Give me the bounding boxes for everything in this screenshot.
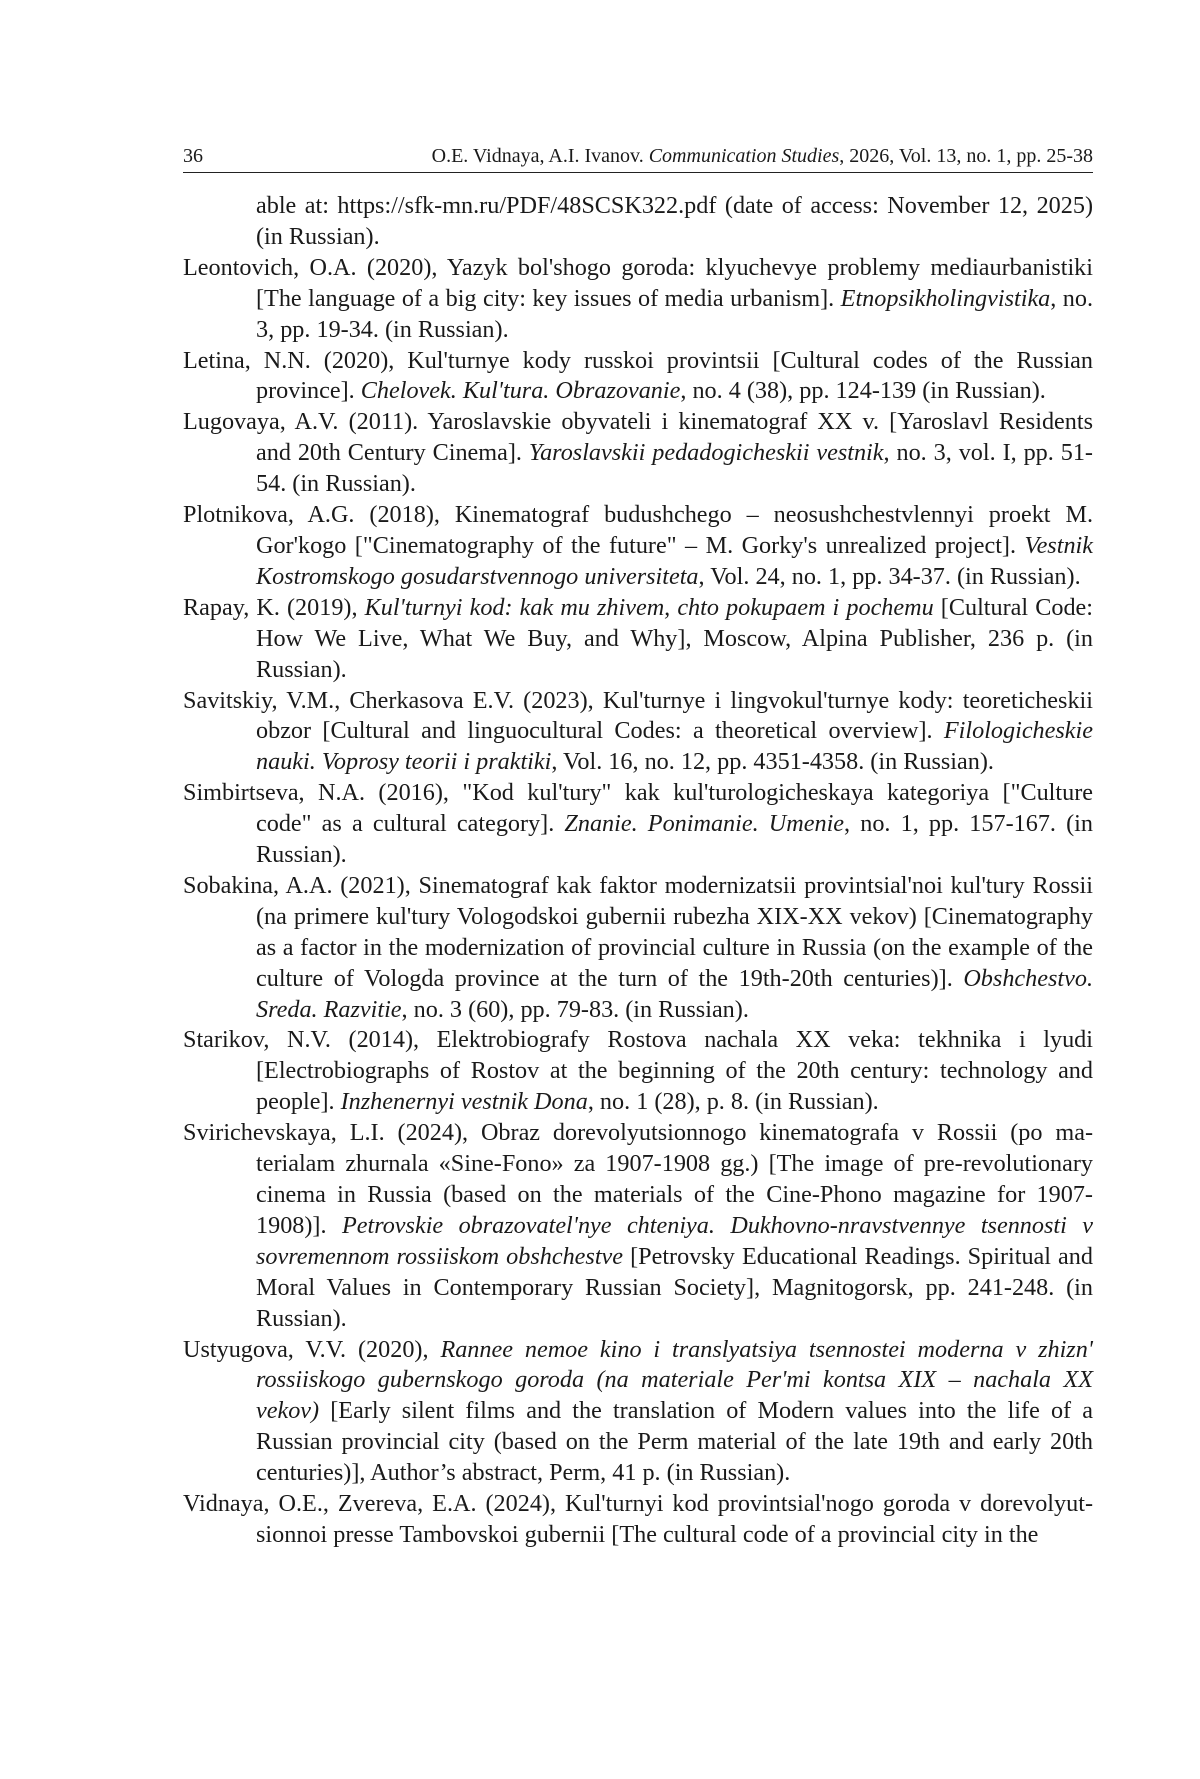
ref-part: Lugovaya, A.V. (2011). Yaroslavskie obyvateli i kinematograf XX v. [Yaroslavl Residents and 20th Century Cinema]. — [183, 408, 1093, 467]
ref-part: , no. 3 (60), pp. 79-83. (in Russian). — [401, 995, 749, 1023]
ref-part: Plotnikova, A.G. (2018), Kinematograf budushchego – neosushchestvlennyi proekt M. Gor'kogo ["Cinematography of the future" – M. Gorky's unrealized project]. — [183, 501, 1093, 559]
ref-part: Vidnaya, O.E., Zvereva, E.A. (2024), Kul'turnyi kod provintsial'nogo goroda v dorevolyutsionnoi presse Tambovskoi gubernii [The cultural code of a provincial city in the — [183, 1490, 1093, 1548]
reference-entry — [183, 778, 1093, 871]
ref-part: able at: https://sfk-mn.ru/PDF/48SCSK322.pdf (date of access: November 12, 2025) (in Russian). — [256, 192, 1093, 250]
reference-entry — [183, 686, 1093, 779]
header-details: , 2026, Vol. 13, no. 1, pp. 25-38 — [839, 145, 1093, 167]
ref-part: Svirichevskaya, L.I. (2024), Obraz dorevolyutsionnogo kinematografa v Rossii (po materialam zhurnala «Sine-Fono» za 1907-1908 gg.) [The image of pre-revolutionary cinema in Russia (based on the materials of the Cine-Phono magazine for 1907-1908)]. — [183, 1119, 1093, 1239]
ref-part: [Cultural Code: How We Live, What We Buy, and Why], Moscow, Alpina Publisher, 236 p. (in Russian). — [256, 593, 1094, 683]
ref-part-italic: Filologicheskie nauki. Voprosy teorii i praktiki — [256, 717, 1093, 776]
ref-part-italic: Petrovskie obrazovatel'nye chteniya. Dukhovno-nravstvennye tsennosti v sovremennom rossiiskom obshchestve — [256, 1211, 1093, 1270]
ref-part-italic: Etnopsikholingvistika — [840, 284, 1051, 312]
ref-part: Sobakina, A.A. (2021), Sinematograf kak faktor modernizatsii provintsial'noi kul'tury Rossii (na primere kul'tury Vologodskoi gubernii rubezha XIX-XX vekov) [Cinematography as a factor in the modernization of provincial culture in Russia (on the example of the culture of Vologda province at the turn of the 19th-20th centuries)]. — [183, 871, 1093, 992]
ref-part: , no. 1 (28), p. 8. (in Russian). — [587, 1088, 879, 1116]
reference-entry — [183, 253, 1093, 346]
ref-part-italic: Obshchestvo. Sreda. Razvitie — [256, 964, 1093, 1023]
header-authors: O.E. Vidnaya, A.I. Ivanov. — [431, 145, 644, 167]
ref-part: Rapay, K. (2019), — [183, 593, 365, 621]
ref-part: , no. 1, pp. 157-167. (in Russian). — [256, 810, 1093, 869]
reference-entry — [183, 346, 1093, 408]
ref-part: Leontovich, O.A. (2020), Yazyk bol'shogo goroda: klyuchevye problemy mediaurbanistiki [The language of a big city: key issues of media urbanism]. — [183, 253, 1093, 312]
ref-part: , no. 4 (38), pp. 124-139 (in Russian). — [680, 377, 1046, 405]
reference-entry — [183, 1335, 1093, 1490]
reference-entry — [183, 407, 1093, 500]
reference-entry — [183, 1118, 1093, 1334]
ref-part: Simbirtseva, N.A. (2016), "Kod kul'tury" kak kul'turologicheskaya kategoriya ["Culture code" as a cultural category]. — [183, 779, 1093, 838]
reference-list — [183, 191, 1093, 1551]
ref-part: [Petrovsky Educational Readings. Spiritual and Moral Values in Contemporary Russian Society], Magnitogorsk, pp. 241-248. (in Russian). — [256, 1242, 1093, 1332]
ref-part: , Vol. 16, no. 12, pp. 4351-4358. (in Russian). — [551, 748, 994, 776]
ref-part-italic: Inzhenernyi vestnik Dona — [340, 1088, 588, 1116]
ref-part: , no. 3, vol. I, pp. 51-54. (in Russian). — [256, 439, 1093, 498]
reference-entry — [183, 500, 1093, 593]
ref-part-italic: Kul'turnyi kod: kak mu zhivem, chto pokupaem i pochemu — [364, 593, 934, 621]
ref-part: Starikov, N.V. (2014), Elektrobiografy Rostova nachala XX veka: tekhnika i lyudi [Electrobiographs of Rostov at the beginning of the 20th century: technology and people]. — [183, 1026, 1093, 1116]
ref-part-italic: Znanie. Ponimanie. Umenie — [564, 810, 845, 838]
running-title — [432, 144, 1093, 168]
ref-part: , no. 3, pp. 19-34. (in Russian). — [256, 284, 1094, 343]
ref-part-italic: Rannee nemoe kino i translyatsiya tsennostei moderna v zhizn' rossiiskogo gubernskogo goroda (na materiale Per'mi kontsa XIX – nachala XX vekov) — [256, 1335, 1093, 1425]
reference-entry — [183, 593, 1093, 686]
reference-entry — [183, 1489, 1093, 1551]
ref-part: Ustyugova, V.V. (2020), — [183, 1335, 441, 1363]
ref-part-italic: Yaroslavskii pedadogicheskii vestnik — [528, 439, 884, 467]
reference-entry — [183, 191, 1093, 253]
reference-entry — [183, 871, 1093, 1026]
ref-part: Savitskiy, V.M., Cherkasova E.V. (2023), Kul'turnye i lingvokul'turnye kody: teoreticheskii obzor [Cultural and linguocultural Codes: a theoretical overview]. — [183, 686, 1093, 745]
ref-part: [Early silent films and the translation of Modern values into the life of a Russian provincial city (based on the Perm material of the late 19th and early 20th centuries)], Author’s abstract, Perm, 41 p. (in Russian). — [256, 1397, 1093, 1487]
header-journal: Communication Studies — [648, 145, 840, 167]
ref-part: Letina, N.N. (2020), Kul'turnye kody russkoi provintsii [Cultural codes of the Russian province]. — [183, 346, 1093, 405]
ref-part: , Vol. 24, no. 1, pp. 34-37. (in Russian). — [698, 562, 1081, 590]
ref-part-italic: Chelovek. Kul'tura. Obrazovanie — [360, 377, 681, 405]
reference-entry — [183, 1025, 1093, 1118]
running-header — [183, 144, 1093, 173]
page-number: 36 — [183, 145, 203, 167]
ref-part-italic: Vestnik Kostromskogo gosudarstvennogo universiteta — [256, 531, 1093, 590]
